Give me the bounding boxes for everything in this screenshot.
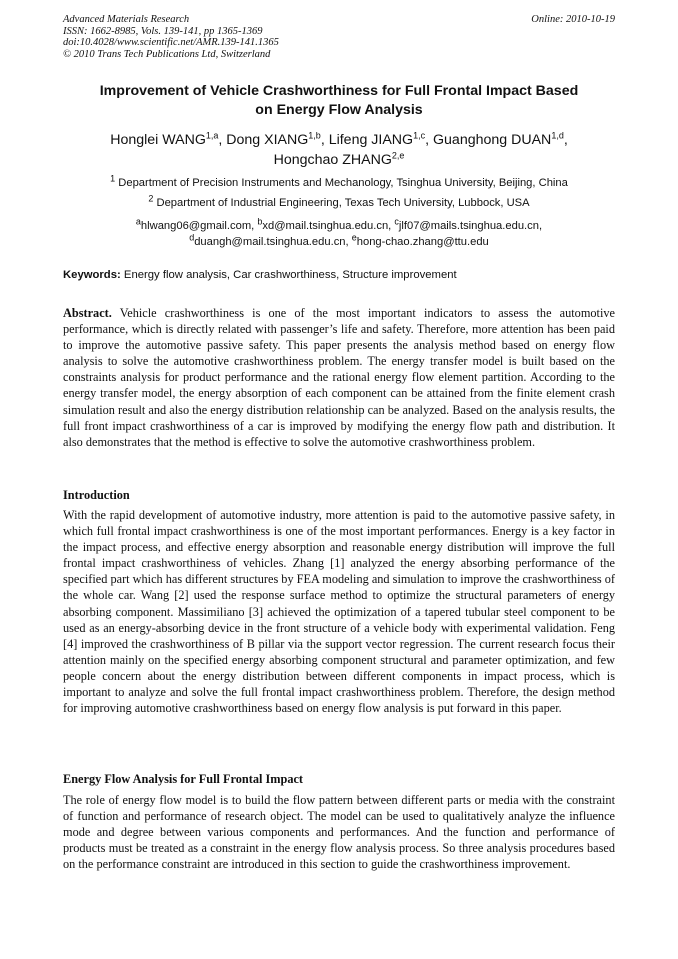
email-sup: b bbox=[257, 216, 263, 227]
author-sup: 1,d bbox=[551, 130, 564, 141]
affiliation-number: 1 bbox=[110, 173, 116, 184]
journal-name: Advanced Materials Research bbox=[63, 14, 190, 25]
email-address[interactable]: hlwang06@gmail.com, bbox=[140, 220, 258, 232]
journal-header bbox=[63, 14, 615, 60]
title-line-1: Improvement of Vehicle Crashworthiness for Full Frontal Impact Based bbox=[99, 83, 579, 99]
email-address[interactable]: xd@mail.tsinghua.edu.cn, bbox=[262, 220, 395, 232]
section-2-text: The role of energy flow model is to build the flow pattern between different parts or media with the constraint of function and performance of research object. The model can be used to qualitatively analyze the influence mode and degree between various components and performances. And the function and performance of products must be treated as a constraint in the energy flow analysis process. So three analysis procedures based on the performance constraint are introduced in this section to guide the crashworthiness improvement. bbox=[63, 793, 615, 872]
doi-line: doi:10.4028/www.scientific.net/AMR.139-141.1365 bbox=[63, 37, 279, 48]
email-address[interactable]: hong-chao.zhang@ttu.edu bbox=[356, 236, 489, 248]
author-sep: , bbox=[425, 132, 433, 148]
introduction-heading: Introduction bbox=[63, 488, 130, 502]
email-sup: d bbox=[189, 232, 195, 243]
author-sup: 1,c bbox=[413, 130, 426, 141]
email-line-2 bbox=[40, 234, 638, 250]
abstract-label: Abstract. bbox=[63, 306, 112, 320]
author-line-1 bbox=[40, 130, 638, 150]
introduction-text: With the rapid development of automotive industry, more attention is paid to the automotive passive safety, in which full frontal impact crashworthiness is one of the most important performances. Energy is a key factor in the impact process, and effective energy absorption and reasonable energy distribution will improve the full frontal impact crashworthiness of vehicles. Zhang [1] analyzed the energy absorbing performance of the specified part which has different structures by FEA modeling and simulation to improve the crashworthiness of the whole car. Wang [2] used the response surface method to optimize the structural parameters of energy absorbing component. Massimiliano [3] achieved the optimization of a tapered tubular steel component to be used as an energy-absorbing device in the front structure of a vehicle body with experimental validation. Feng [4] improved the crashworthiness of B pillar via the support vector regression. The current research focus their attention mainly on the specified energy absorbing component structural and parameter optimization, and few people concern about the energy distribution between different components in impact process, which is important to analyze and solve the full frontal impact crashworthiness problem. Therefore, the design method for improving automotive crashworthiness based on energy flow analysis is put forward in this paper. bbox=[63, 508, 615, 716]
issn-line: ISSN: 1662-8985, Vols. 139-141, pp 1365-1369 bbox=[63, 25, 263, 37]
paper-title bbox=[40, 82, 638, 120]
email-sup: e bbox=[351, 232, 357, 243]
author-sup: 1,b bbox=[308, 130, 321, 141]
author-sep: , bbox=[563, 132, 568, 148]
online-date: Online: 2010-10-19 bbox=[531, 14, 615, 25]
keywords bbox=[63, 268, 615, 282]
author-name: Honglei WANG bbox=[110, 132, 206, 148]
author-line-2 bbox=[40, 150, 638, 170]
keywords-label: Keywords: bbox=[63, 269, 121, 281]
email-sup: c bbox=[394, 216, 399, 227]
abstract bbox=[63, 305, 615, 450]
author-list bbox=[40, 130, 638, 170]
copyright-line: © 2010 Trans Tech Publications Ltd, Switzerland bbox=[63, 48, 271, 60]
email-address[interactable]: jlf07@mails.tsinghua.edu.cn, bbox=[398, 220, 543, 232]
email-line-1 bbox=[40, 218, 638, 234]
abstract-text: Vehicle crashworthiness is one of the most important indicators to assess the automotive performance, which is directly related with passenger’s life and safety. Therefore, more attention has been paid to improve the automotive passive safety. This paper presents the analysis method based on energy flow analysis to solve the automotive crashworthiness problem. The energy transfer model is built based on the constraints analysis for product performance and the rational energy flow element partition. According to the energy transfer model, the energy absorption of each component can be attained from the finite element crash simulation result and also the energy distribution relationship can be analyzed. Based on the analysis results, the full front impact crashworthiness of a car is improved by modifying the energy flow path and distribution. It also demonstrates that the method is effective to solve the automotive crashworthiness problem. bbox=[63, 306, 615, 449]
affiliation-number: 2 bbox=[148, 193, 154, 204]
email-address[interactable]: duangh@mail.tsinghua.edu.cn, bbox=[194, 236, 352, 248]
author-name: Hongchao ZHANG bbox=[273, 152, 392, 168]
author-sep: , bbox=[218, 132, 227, 148]
author-sup: 1,a bbox=[205, 130, 219, 141]
email-list bbox=[40, 218, 638, 250]
author-sep: , bbox=[320, 132, 329, 148]
email-sup: a bbox=[135, 216, 141, 227]
author-name: Guanghong DUAN bbox=[433, 132, 552, 148]
author-name: Dong XIANG bbox=[226, 132, 309, 148]
author-sup: 2,e bbox=[391, 150, 405, 161]
affiliation-text: Department of Precision Instruments and Mechanology, Tsinghua University, Beijing, China bbox=[118, 177, 568, 189]
affiliation-1 bbox=[40, 173, 638, 190]
author-name: Lifeng JIANG bbox=[328, 132, 414, 148]
title-line-2: on Energy Flow Analysis bbox=[255, 102, 423, 118]
affiliation-2 bbox=[40, 193, 638, 210]
section-2-heading: Energy Flow Analysis for Full Frontal Impact bbox=[63, 772, 304, 786]
affiliation-text: Department of Industrial Engineering, Texas Tech University, Lubbock, USA bbox=[156, 197, 530, 209]
keywords-text: Energy flow analysis, Car crashworthiness, Structure improvement bbox=[120, 269, 457, 281]
